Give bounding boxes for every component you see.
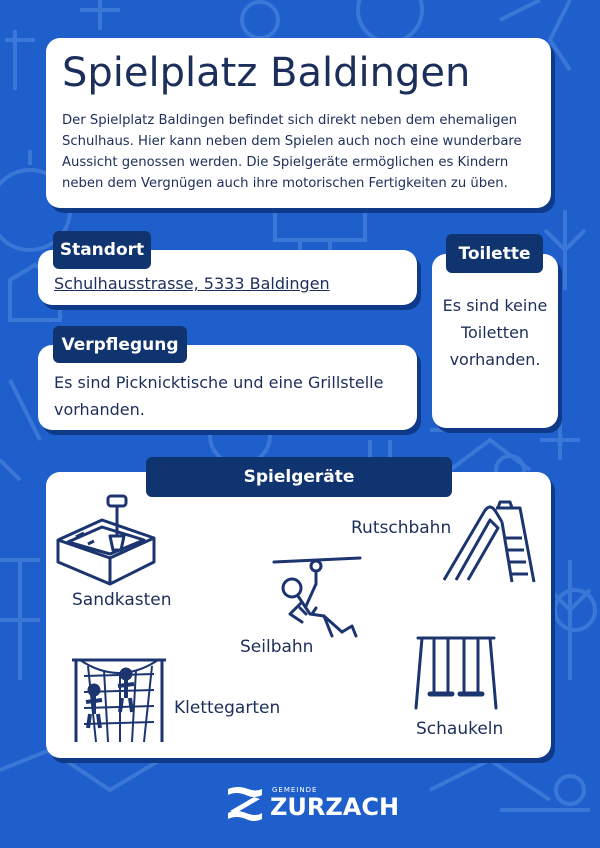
zurzach-logo-icon <box>224 785 266 823</box>
sandkasten-label: Sandkasten <box>72 590 172 610</box>
toilette-text: Es sind keine Toiletten vorhanden. <box>442 296 548 369</box>
slide-icon <box>440 498 536 584</box>
intro-card <box>46 38 551 208</box>
rutschbahn-label: Rutschbahn <box>351 518 452 538</box>
spielgeraete-card <box>46 472 551 758</box>
standort-label: Standort <box>53 231 151 269</box>
verpflegung-label: Verpflegung <box>53 326 187 363</box>
gemeinde-zurzach-logo <box>224 783 400 825</box>
intro-text: Der Spielplatz Baldingen befindet sich direkt neben dem ehemaligen Schulhaus. Hier kann neben dem Spielen auch noch eine wunderbare Aussicht genossen werden. Die Spielgeräte ermöglichen es Kindern neben dem Vergnügen auch ihre motorischen Fertigkeiten zu üben. <box>62 113 522 191</box>
toilette-card <box>432 254 558 428</box>
toilette-label: Toilette <box>446 234 543 273</box>
sandbox-icon <box>54 490 158 588</box>
address-link[interactable]: Schulhausstrasse, 5333 Baldingen <box>54 274 330 293</box>
page-title: Spielplatz Baldingen <box>62 50 471 96</box>
spielgeraete-label: Spielgeräte <box>146 457 452 497</box>
swing-icon <box>414 634 498 710</box>
verpflegung-text: Es sind Picknicktische und eine Grillstelle vorhanden. <box>54 373 384 419</box>
climbing-net-icon <box>66 656 176 744</box>
schaukeln-label: Schaukeln <box>416 719 504 739</box>
zipline-icon <box>272 556 362 646</box>
logo-big-text: ZURZACH <box>270 793 400 821</box>
seilbahn-label: Seilbahn <box>240 637 314 657</box>
klettergarten-label: Klettegarten <box>174 698 281 718</box>
logo-small-text: GEMEINDE <box>272 786 318 794</box>
